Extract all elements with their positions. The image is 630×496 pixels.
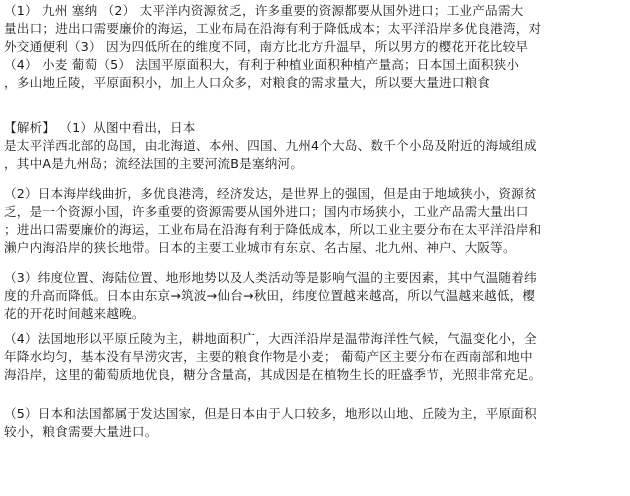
answer-line: （4） 小麦 葡萄（5） 法国平原面积大，有利于种植业面积种植产量高；日本国土面积狭小 <box>4 57 520 72</box>
analysis-line: ；进出口需要廉价的海运，工业布局在沿海有利于降低成本，所以工业主要分布在太平洋沿岸和 <box>4 222 542 237</box>
analysis-line: ，其中A是九州岛；流经法国的主要河流B是塞纳河。 <box>4 156 304 171</box>
analysis-line: （3）纬度位置、海陆位置、地形地势以及人类活动等是影响气温的主要因素，其中气温随着纬 <box>4 270 537 285</box>
analysis-line: 度的升高而降低。日本由东京→筑波→仙台→秋田，纬度位置越来越高，所以气温越来越低，樱 <box>4 288 536 303</box>
analysis-line: 是太平洋西北部的岛国，由北海道、本州、四国、九州4个大岛、数千个小岛及附近的海域组成 <box>4 138 537 153</box>
analysis-line: （5）日本和法国都属于发达国家，但是日本由于人口较多，地形以山地、丘陵为主，平原面积 <box>4 406 537 421</box>
analysis-line: （2）日本海岸线曲折，多优良港湾，经济发达，是世界上的强国，但是由于地域狭小，资源贫 <box>4 186 537 201</box>
answer-line: （1） 九州 塞纳 （2） 太平洋内资源贫乏，许多重要的资源都要从国外进口；工业产品需大 <box>4 3 524 18</box>
analysis-line: （4）法国地形以平原丘陵为主，耕地面积广，大西洋沿岸是温带海洋性气候，气温变化小，全 <box>4 331 537 346</box>
answer-line: 量出口；进出口需要廉价的海运，工业布局在沿海有利于降低成本；太平洋沿岸多优良港湾，对 <box>4 21 542 36</box>
analysis-line: 【解析】 （1）从图中看出，日本 <box>4 120 196 135</box>
analysis-line: 较小，粮食需要大量进口。 <box>4 424 158 439</box>
analysis-line: 乏，是一个资源小国，许多重要的资源需要从国外进口；国内市场狭小，工业产品需大量出口 <box>4 204 529 219</box>
analysis-line: 海沿岸，这里的葡萄质地优良，糖分含量高，其成因是在植物生长的旺盛季节，光照非常充足。 <box>4 367 542 382</box>
analysis-line: 年降水均匀，基本没有旱涝灾害，主要的粮食作物是小麦； 葡萄产区主要分布在西南部和地中 <box>4 349 533 364</box>
answer-line: 外交通便利（3） 因为四低所在的维度不同，南方比北方升温早，所以男方的樱花开花比较早 <box>4 39 529 54</box>
analysis-line: 花的开花时间越来越晚。 <box>4 306 145 321</box>
analysis-line: 濑户内海沿岸的狭长地带。日本的主要工业城市有东京、名古屋、北九州、神户、大阪等。 <box>4 240 516 255</box>
answer-line: ，多山地丘陵，平原面积小，加上人口众多，对粮食的需求量大，所以要大量进口粮食 <box>4 75 491 90</box>
